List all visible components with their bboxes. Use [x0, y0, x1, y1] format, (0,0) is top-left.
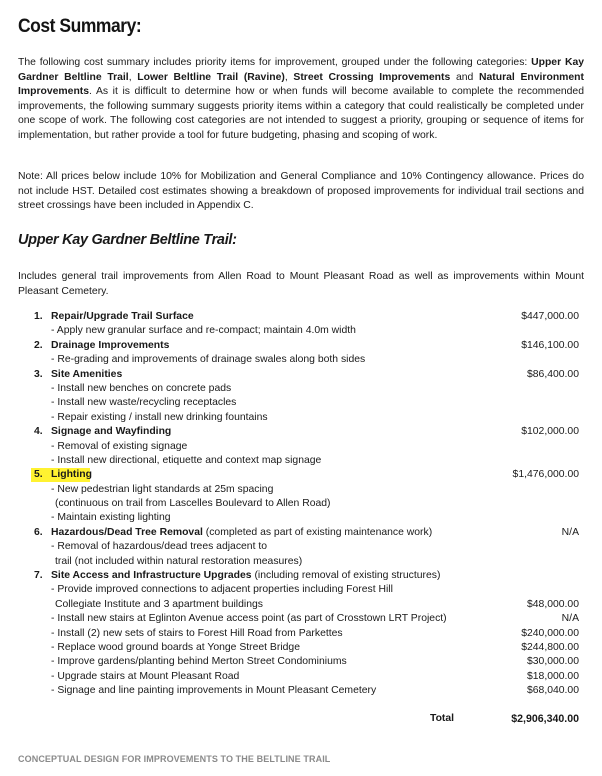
item-detail-row [0, 382, 602, 396]
page-title: Cost Summary: [18, 16, 142, 37]
item-detail-row [0, 670, 602, 684]
item-detail: - Install (2) new sets of stairs to Forest Hill Road from Parkettes [51, 627, 343, 639]
item-detail: Collegiate Institute and 3 apartment buildings [55, 598, 263, 610]
item-title-text: Site Access and Infrastructure Upgrades [51, 570, 252, 582]
item-title: Repair/Upgrade Trail Surface [51, 311, 194, 322]
item-detail-row [0, 396, 602, 410]
item-detail: - Improve gardens/planting behind Merton Street Condominiums [51, 656, 347, 668]
item-detail-row [0, 612, 602, 626]
item-detail-price: $240,000.00 [521, 627, 579, 639]
item-detail: - Re-grading and improvements of drainage swales along both sides [51, 354, 366, 366]
item-detail-row [0, 598, 602, 612]
item-title-note: (completed as part of existing maintenance work) [202, 526, 433, 538]
item-detail-price: N/A [561, 613, 579, 625]
category-street-crossing: Street Crossing Improvements [293, 71, 451, 83]
cost-item-row [0, 526, 602, 540]
item-number: 1. [34, 311, 43, 322]
document-footer: CONCEPTUAL DESIGN FOR IMPROVEMENTS TO THE BELTLINE TRAIL [18, 754, 331, 765]
item-detail: - Removal of hazardous/dead trees adjacent to [51, 541, 268, 553]
item-detail-row [0, 483, 602, 497]
item-detail: - Install new waste/recycling receptacles [51, 397, 237, 409]
item-detail: - Install new benches on concrete pads [51, 382, 232, 394]
item-price: $447,000.00 [521, 311, 579, 322]
item-title: Drainage Improvements [51, 339, 170, 351]
item-detail: - Upgrade stairs at Mount Pleasant Road [51, 670, 240, 682]
item-detail: - Provide improved connections to adjacent properties including Forest Hill [51, 584, 393, 596]
section-heading: Upper Kay Gardner Beltline Trail: [18, 232, 237, 248]
cost-item-row [0, 368, 602, 382]
cost-item-row-highlighted [0, 468, 602, 482]
item-detail-row [0, 511, 602, 525]
item-price: $86,400.00 [526, 368, 579, 380]
item-detail: (continuous on trail from Lascelles Boulevard to Allen Road) [55, 498, 331, 510]
item-number: 6. [34, 526, 43, 538]
item-detail: - Apply new granular surface and re-compact; maintain 4.0m width [51, 325, 356, 337]
pricing-note: Note: All prices below include 10% for Mobilization and General Compliance and 10% Contingency allowance. Prices do not include HST. Detailed cost estimates showing a breakdown of proposed improvements for individual trail sections and street crossings have been included in Appendix C. [18, 171, 584, 212]
cost-item-row [0, 310, 602, 324]
item-detail: - Repair existing / install new drinking fountains [51, 411, 268, 423]
item-detail: trail (not included within natural restoration measures) [55, 555, 303, 567]
cost-item-row [0, 339, 602, 353]
item-detail-row [0, 540, 602, 554]
cost-item-row [0, 569, 602, 583]
item-title: Lighting [51, 469, 92, 481]
item-title-note: (including removal of existing structures) [251, 570, 441, 582]
item-detail-row [0, 684, 602, 698]
intro-paragraph [18, 56, 584, 144]
item-detail-row [0, 641, 602, 655]
item-price: $102,000.00 [521, 426, 579, 438]
item-detail: - Signage and line painting improvements in Mount Pleasant Cemetery [51, 685, 377, 697]
item-detail: - New pedestrian light standards at 25m spacing [51, 483, 274, 495]
item-detail: - Removal of existing signage [51, 440, 188, 452]
item-number: 5. [34, 469, 43, 481]
item-detail: - Maintain existing lighting [51, 512, 171, 524]
separator: , [284, 71, 294, 83]
item-detail-price: $18,000.00 [526, 670, 579, 682]
item-detail-price: $30,000.00 [526, 656, 579, 668]
intro-text: The following cost summary includes priority items for improvement, grouped under the following categories: [18, 57, 532, 68]
item-price: $1,476,000.00 [512, 469, 579, 481]
total-label: Total [430, 713, 455, 724]
item-detail-row [0, 353, 602, 367]
item-title-text: Hazardous/Dead Tree Removal [51, 526, 203, 538]
item-price: N/A [561, 526, 579, 538]
item-number: 2. [34, 339, 43, 351]
item-detail-row [0, 454, 602, 468]
item-detail-price: $244,800.00 [521, 641, 579, 653]
item-detail-price: $48,000.00 [526, 598, 579, 610]
category-upper-kay-gardner: Upper Kay Gardner Beltline Trail [18, 57, 585, 83]
total-value: $2,906,340.00 [511, 713, 579, 725]
item-price: $146,100.00 [521, 339, 579, 351]
item-detail-row [0, 411, 602, 425]
item-number: 7. [34, 570, 43, 582]
item-detail: - Install new stairs at Eglinton Avenue access point (as part of Crosstown LRT Project) [51, 613, 447, 625]
category-lower-beltline: Lower Beltline Trail (Ravine) [137, 71, 285, 83]
item-detail-row [0, 655, 602, 669]
intro-text-continued: . As it is difficult to determine how or when funds will become available to complete the recommended improvements, the following summary suggests priority items within a category that could realistically be completed under one scope of work. The following cost categories are not intended to suggest a priority, grouping or sequence of items for implementation, but rather provide a tool for future budgeting, phasing and scoping of work. [18, 86, 584, 141]
section-description: Includes general trail improvements from Allen Road to Mount Pleasant Road as well as improvements within Mount Pleasant Cemetery. [18, 271, 584, 297]
item-detail-row [0, 440, 602, 454]
item-number: 3. [34, 368, 43, 380]
cost-item-row [0, 425, 602, 439]
item-detail: - Replace wood ground boards at Yonge Street Bridge [51, 641, 300, 653]
item-detail-row [0, 324, 602, 338]
item-detail-row [0, 497, 602, 511]
item-detail-row [0, 555, 602, 569]
separator: , [128, 71, 138, 83]
item-detail-row [0, 627, 602, 641]
item-title [51, 569, 440, 583]
item-title: Site Amenities [51, 368, 123, 380]
item-number: 4. [34, 426, 43, 438]
item-detail-price: $68,040.00 [526, 685, 579, 697]
separator: and [450, 71, 479, 83]
item-title: Signage and Wayfinding [51, 426, 172, 438]
cost-item-list [0, 310, 602, 699]
category-natural-environment: Natural Environment Improvements [18, 71, 584, 98]
item-title [51, 526, 432, 540]
item-detail: - Install new directional, etiquette and context map signage [51, 454, 322, 466]
item-detail-row [0, 583, 602, 597]
